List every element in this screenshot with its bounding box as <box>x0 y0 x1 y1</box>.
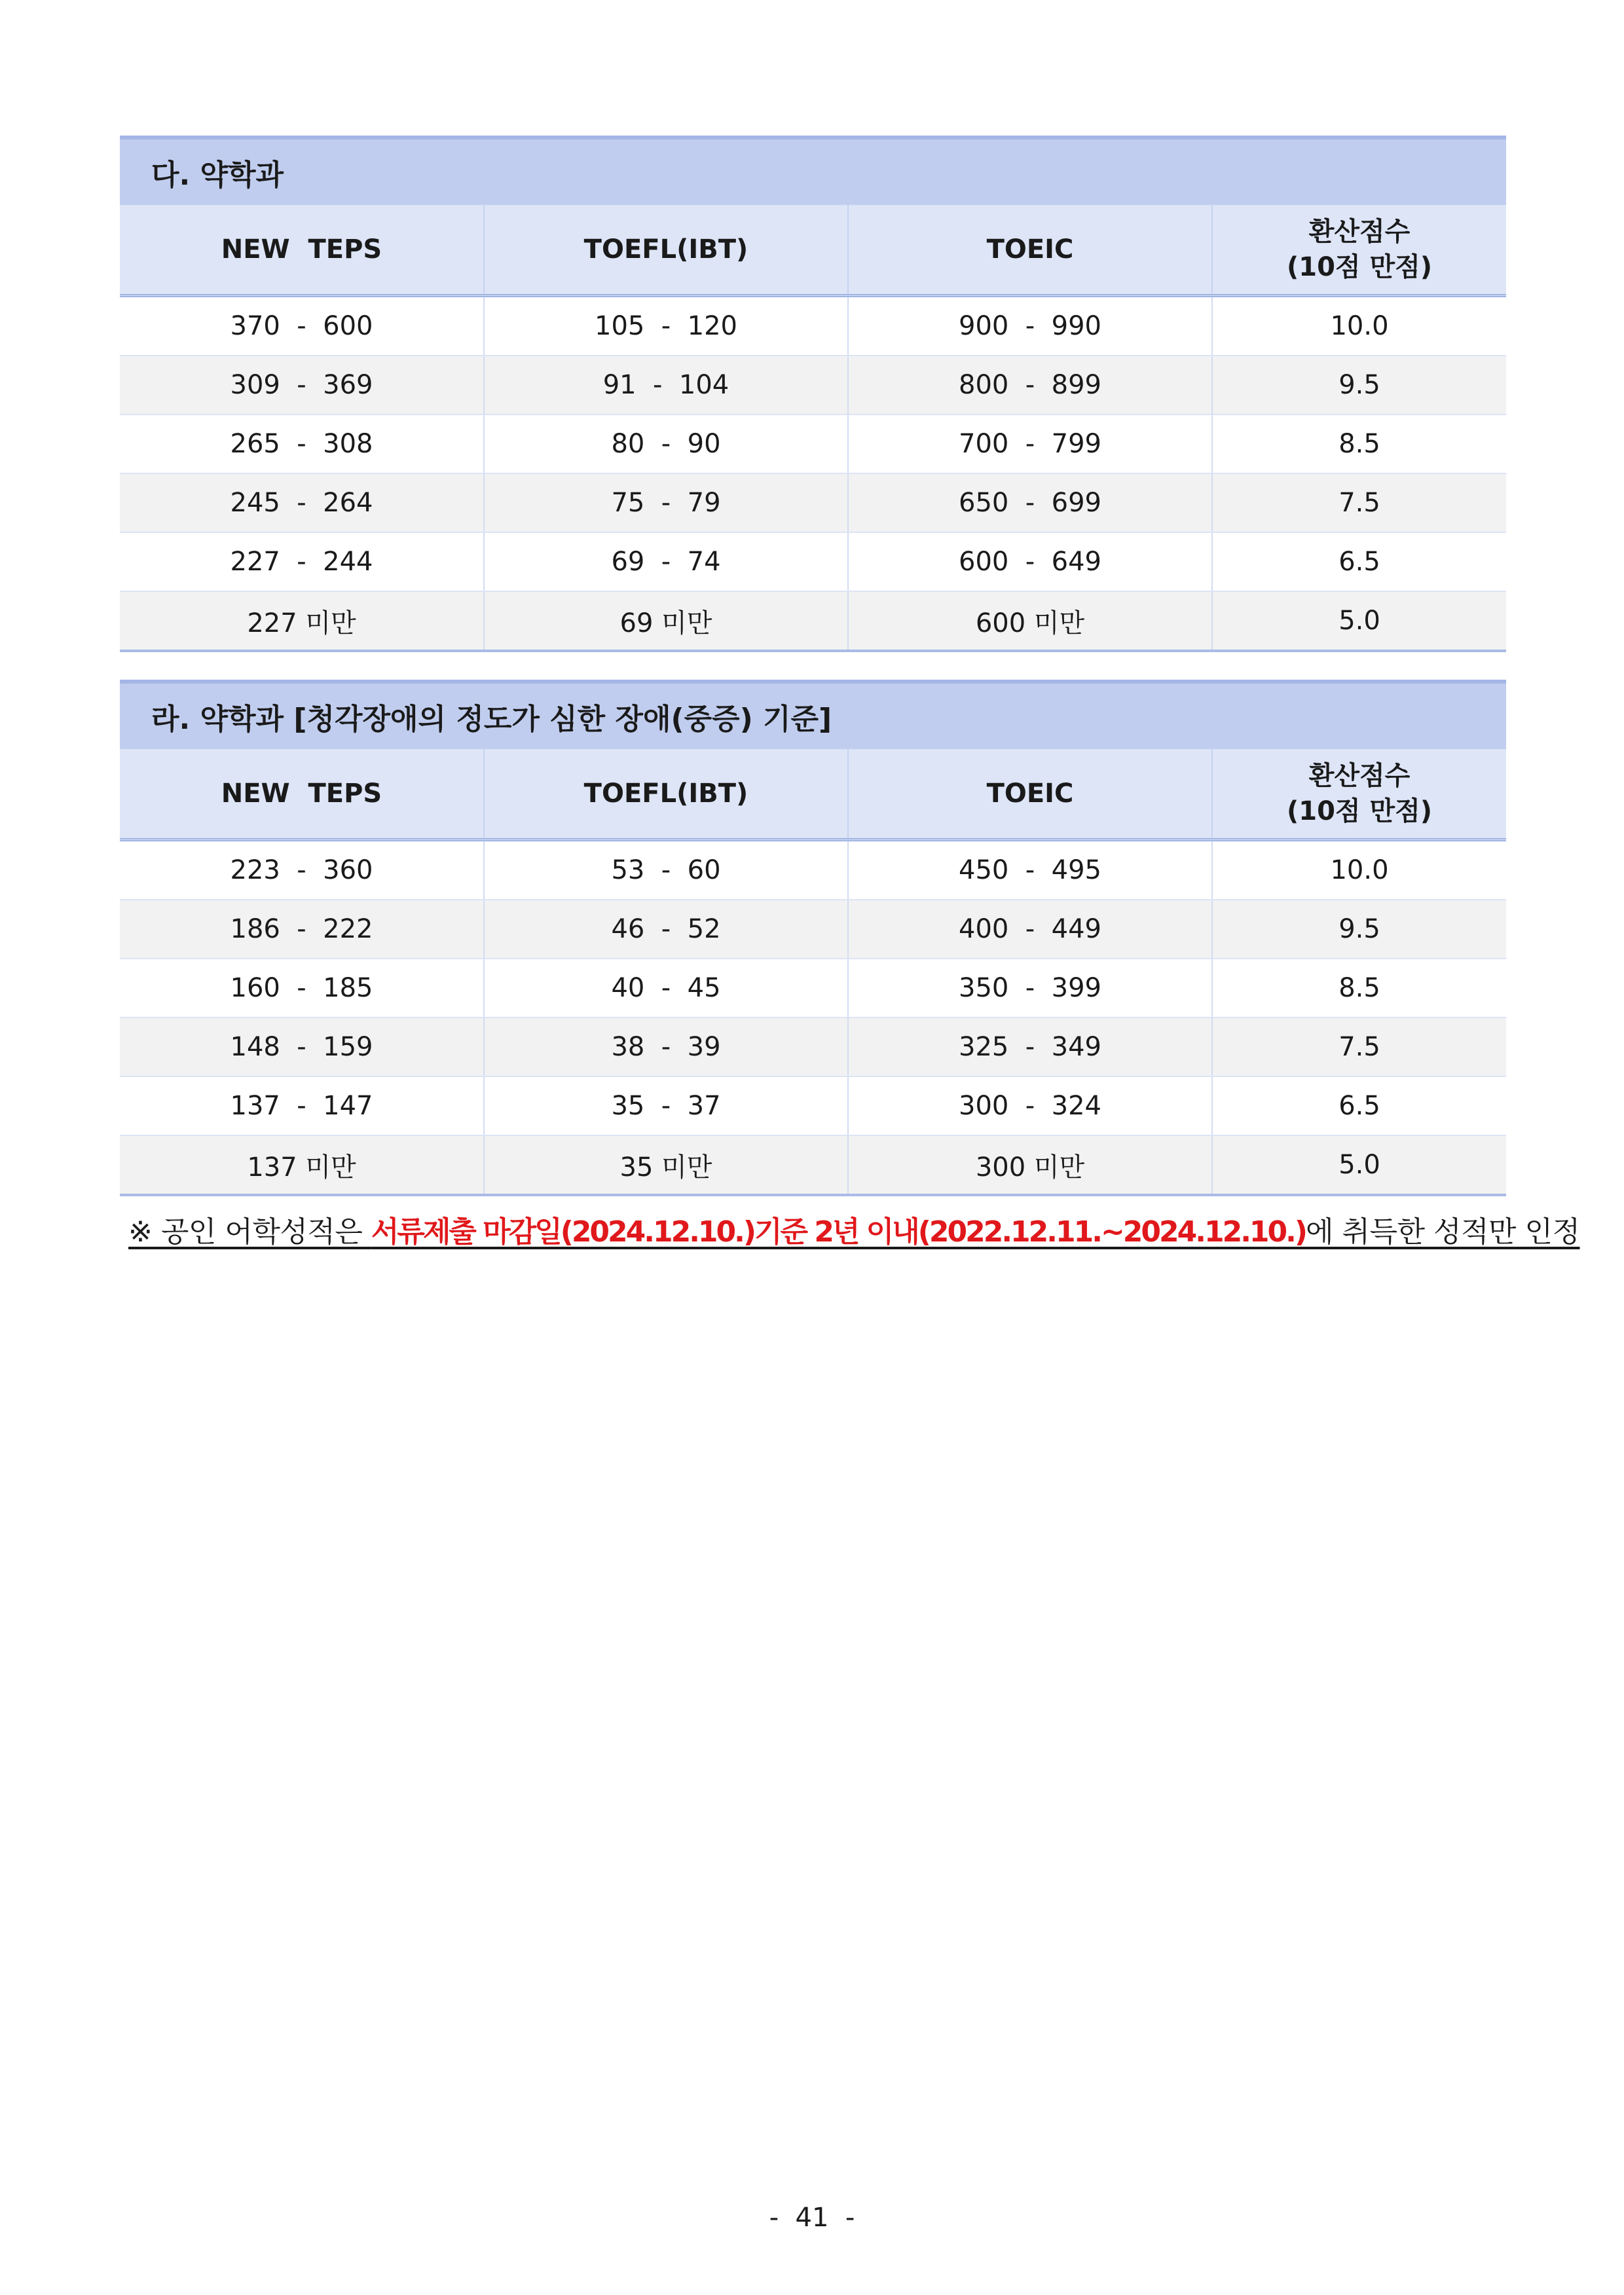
table-cell: 5.0 <box>1212 591 1506 651</box>
table-row <box>120 840 1506 900</box>
table-cell: 186 - 222 <box>120 900 484 959</box>
table-cell: 75 - 79 <box>484 473 848 532</box>
table-cell: 600 미만 <box>848 591 1212 651</box>
table-cell: 700 - 799 <box>848 414 1212 473</box>
table-cell: 370 - 600 <box>120 296 484 356</box>
table-cell: 9.5 <box>1212 356 1506 414</box>
score-table-pharmacy-hearing-impaired <box>120 680 1506 1196</box>
table-cell: 53 - 60 <box>484 840 848 900</box>
table-cell: 223 - 360 <box>120 840 484 900</box>
table-cell: 600 - 649 <box>848 532 1212 591</box>
column-header <box>120 205 484 296</box>
table-cell: 7.5 <box>1212 1018 1506 1076</box>
table-cell: 46 - 52 <box>484 900 848 959</box>
score-table-body <box>120 138 1506 651</box>
table-cell: 69 - 74 <box>484 532 848 591</box>
table-cell: 35 - 37 <box>484 1076 848 1135</box>
table-cell: 69 미만 <box>484 591 848 651</box>
table-cell: 400 - 449 <box>848 900 1212 959</box>
table-row <box>120 1018 1506 1076</box>
column-header-line: TOEIC <box>986 779 1074 809</box>
note-suffix: 에 취득한 성적만 인정 <box>1305 1215 1580 1249</box>
table-cell: 91 - 104 <box>484 356 848 414</box>
column-header-line: (10점 만점) <box>1286 252 1433 282</box>
table-title-row <box>120 138 1506 205</box>
table-cell: 227 - 244 <box>120 532 484 591</box>
column-header <box>848 205 1212 296</box>
table-cell: 5.0 <box>1212 1135 1506 1195</box>
score-table-body <box>120 682 1506 1195</box>
table-cell: 227 미만 <box>120 591 484 651</box>
note-prefix: ※ 공인 어학성적은 <box>128 1215 371 1249</box>
table-cell: 35 미만 <box>484 1135 848 1195</box>
column-header-line: 환산점수 <box>1308 761 1411 791</box>
note-deadline-emphasis: 서류제출 마감일(2024.12.10.)기준 2년 이내(2022.12.11.~2024.12.10.) <box>371 1215 1306 1249</box>
table-cell: 10.0 <box>1212 840 1506 900</box>
table-cell: 9.5 <box>1212 900 1506 959</box>
table-row <box>120 959 1506 1018</box>
column-header-line: NEW TEPS <box>221 779 382 809</box>
column-header <box>484 205 848 296</box>
column-header <box>120 749 484 840</box>
table-cell: 800 - 899 <box>848 356 1212 414</box>
table-title-row <box>120 682 1506 749</box>
table-row <box>120 356 1506 414</box>
table-cell: 265 - 308 <box>120 414 484 473</box>
table-title: 라. 약학과 [청각장애의 정도가 심한 장애(중증) 기준] <box>120 682 1506 749</box>
table-row <box>120 1135 1506 1195</box>
table-cell: 650 - 699 <box>848 473 1212 532</box>
table-cell: 40 - 45 <box>484 959 848 1018</box>
column-header-line: TOEIC <box>986 234 1074 265</box>
column-header <box>1212 205 1506 296</box>
table-cell: 8.5 <box>1212 959 1506 1018</box>
table-cell: 80 - 90 <box>484 414 848 473</box>
page-number: - 41 - <box>769 2203 855 2233</box>
table-cell: 300 - 324 <box>848 1076 1212 1135</box>
table-cell: 325 - 349 <box>848 1018 1212 1076</box>
table-row <box>120 532 1506 591</box>
column-header <box>1212 749 1506 840</box>
table-cell: 10.0 <box>1212 296 1506 356</box>
table-title: 다. 약학과 <box>120 138 1506 205</box>
column-header-line: NEW TEPS <box>221 234 382 265</box>
table-header-row <box>120 205 1506 296</box>
table-cell: 137 미만 <box>120 1135 484 1195</box>
table-cell: 148 - 159 <box>120 1018 484 1076</box>
language-score-note <box>128 1208 1580 1250</box>
table-cell: 245 - 264 <box>120 473 484 532</box>
table-cell: 309 - 369 <box>120 356 484 414</box>
column-header-line: (10점 만점) <box>1286 796 1433 826</box>
column-header-line: TOEFL(IBT) <box>583 779 748 809</box>
table-cell: 8.5 <box>1212 414 1506 473</box>
table-cell: 6.5 <box>1212 1076 1506 1135</box>
table-cell: 105 - 120 <box>484 296 848 356</box>
table-cell: 7.5 <box>1212 473 1506 532</box>
table-cell: 160 - 185 <box>120 959 484 1018</box>
table-row <box>120 900 1506 959</box>
table-cell: 900 - 990 <box>848 296 1212 356</box>
table-cell: 137 - 147 <box>120 1076 484 1135</box>
table-cell: 38 - 39 <box>484 1018 848 1076</box>
score-table-pharmacy <box>120 136 1506 652</box>
table-row <box>120 591 1506 651</box>
column-header-line: TOEFL(IBT) <box>583 234 748 265</box>
column-header-line: 환산점수 <box>1308 217 1411 247</box>
table-cell: 350 - 399 <box>848 959 1212 1018</box>
column-header <box>484 749 848 840</box>
table-row <box>120 296 1506 356</box>
table-cell: 450 - 495 <box>848 840 1212 900</box>
column-header <box>848 749 1212 840</box>
table-header-row <box>120 749 1506 840</box>
table-row <box>120 473 1506 532</box>
table-cell: 300 미만 <box>848 1135 1212 1195</box>
table-row <box>120 414 1506 473</box>
table-cell: 6.5 <box>1212 532 1506 591</box>
table-row <box>120 1076 1506 1135</box>
